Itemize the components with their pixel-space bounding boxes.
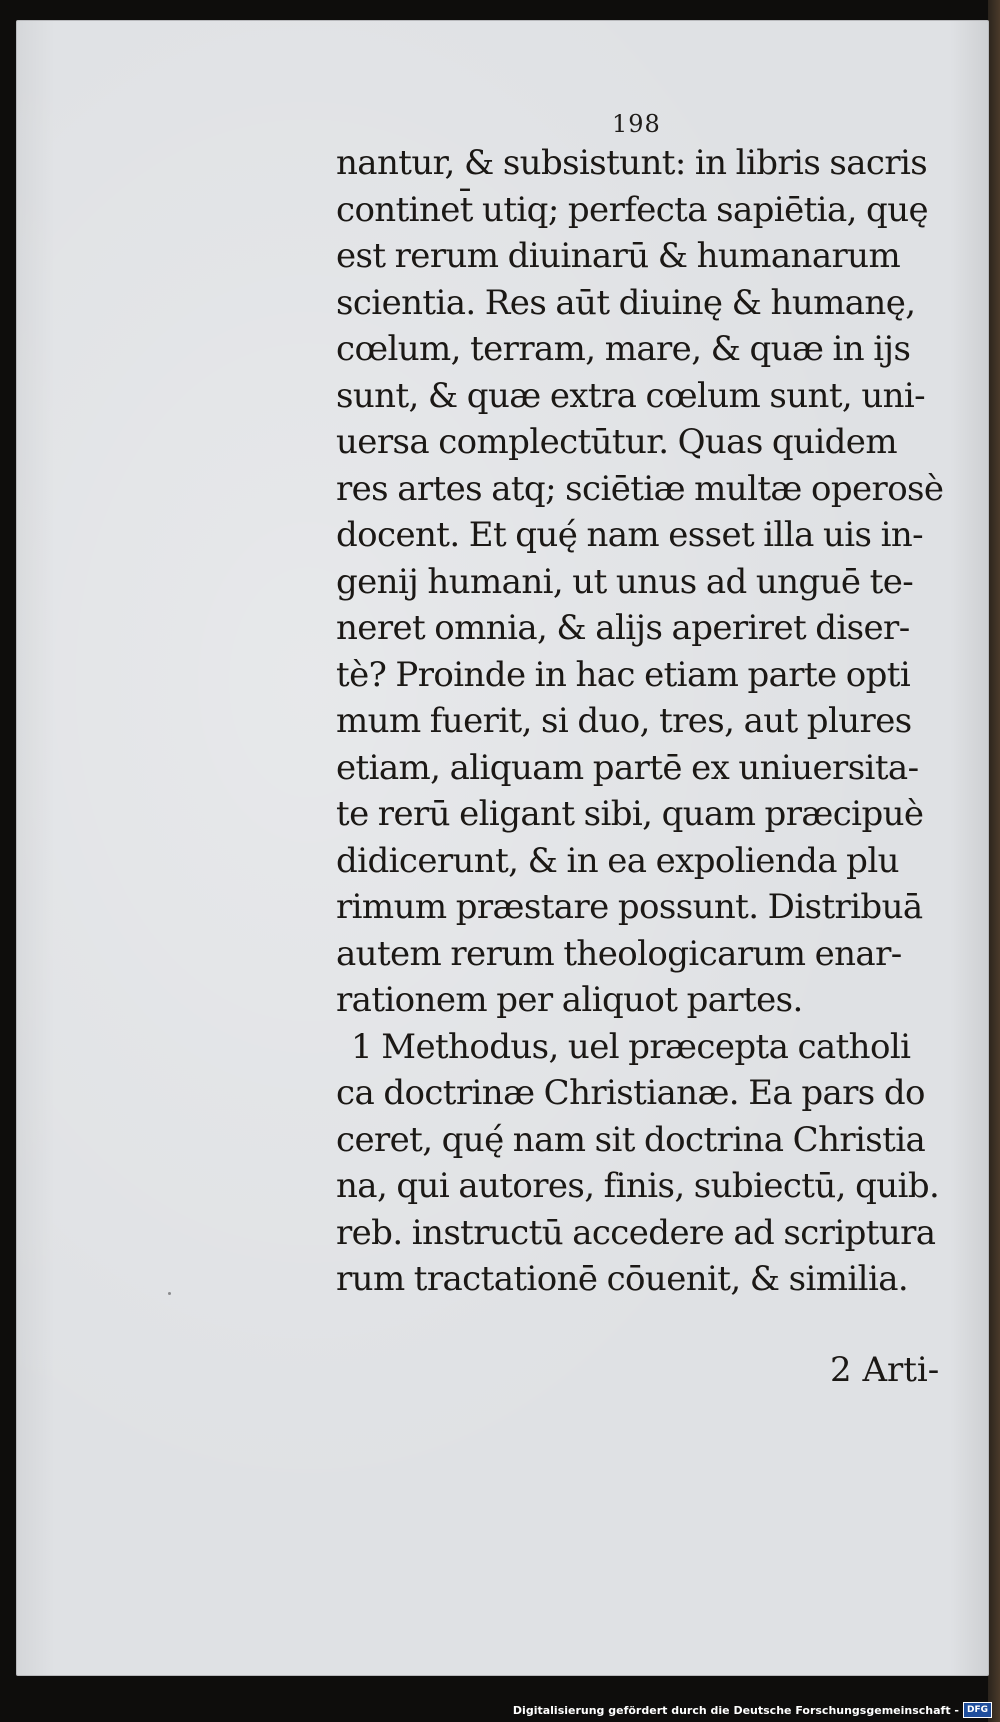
text-line: genij humani, ut unus ad unguē te- [336, 561, 914, 602]
text-line: continet̄ utiq; perfecta sapiētia, quę [336, 189, 929, 230]
text-line: rimum præstare possunt. Distribuā [336, 887, 923, 927]
digitization-footer [513, 1702, 992, 1718]
page-text [336, 140, 976, 1303]
text-line: scientia. Res aūt diuinę & humanę, [336, 282, 916, 323]
text-line-numbered: 1 Methodus, uel præcepta catholi [351, 1026, 911, 1067]
text-line: mum fuerit, si duo, tres, aut plures [336, 701, 912, 741]
text-line: est rerum diuinarū & humanarum [336, 236, 901, 276]
text-line: na, qui autores, finis, subiectū, quib. [336, 1166, 940, 1206]
page-number: 198 [612, 110, 661, 138]
text-line: neret omnia, & alijs aperiret diser- [336, 608, 910, 648]
text-line: tè? Proinde in hac etiam parte opti [336, 654, 911, 695]
text-line: reb. instructū accedere ad scriptura [336, 1212, 936, 1253]
text-line: autem rerum theologicarum enar- [336, 933, 902, 974]
text-line: ceret, quę́ nam sit doctrina Christia [336, 1119, 926, 1160]
dfg-logo-icon: DFG [963, 1702, 992, 1718]
funding-credit: Digitalisierung gefördert durch die Deutsche Forschungsgemeinschaft - [512, 1703, 959, 1717]
text-line: nantur, & subsistunt: in libris sacris [336, 143, 928, 183]
text-line: docent. Et quę́ nam esset illa uis in- [336, 515, 924, 555]
text-line: rum tractationē cōuenit, & similia. [336, 1259, 909, 1299]
text-line: ca doctrinæ Christianæ. Ea pars do [336, 1073, 925, 1113]
text-line: uersa complectūtur. Quas quidem [336, 422, 897, 462]
catchword: 2 Arti- [830, 1350, 940, 1390]
text-line: rationem per aliquot partes. [336, 980, 803, 1020]
text-line: sunt, & quæ extra cœlum sunt, uni- [336, 375, 926, 416]
text-line: cœlum, terram, mare, & quæ in ijs [336, 329, 911, 369]
text-line: didicerunt, & in ea expolienda plu [336, 840, 899, 881]
paper-speck [168, 1292, 171, 1295]
text-line: res artes atq; sciētiæ multæ operosè [336, 468, 944, 509]
text-line: etiam, aliquam partē ex uniuersita- [336, 747, 919, 788]
text-line: te rerū eligant sibi, quam præcipuè [336, 794, 924, 834]
book-edge [988, 0, 1000, 1722]
